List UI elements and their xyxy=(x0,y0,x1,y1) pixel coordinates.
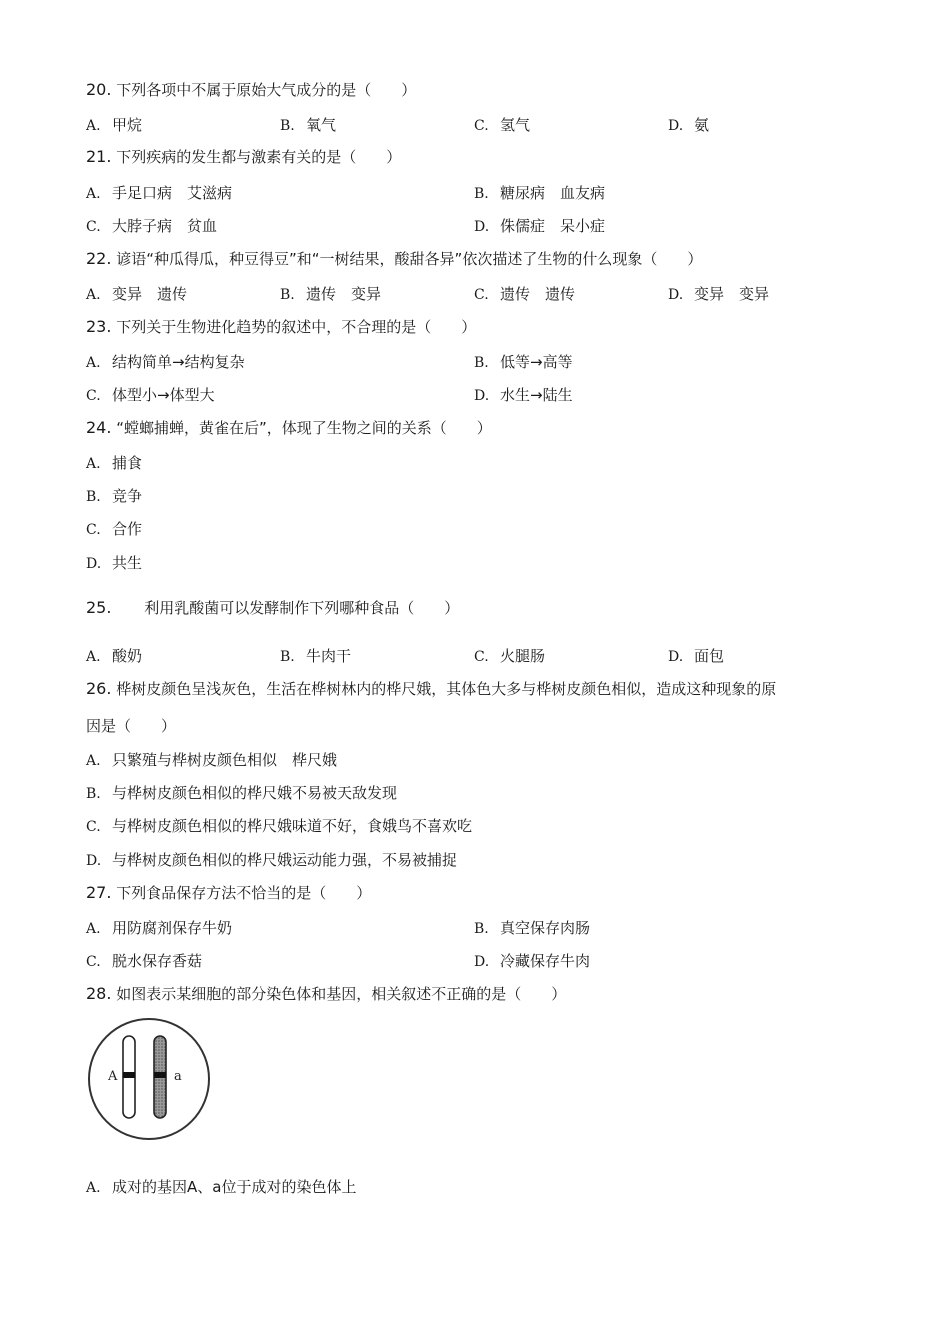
option-key: B. xyxy=(86,786,101,802)
option-key: A. xyxy=(86,186,101,202)
option-text: 成对的基因A、a位于成对的染色体上 xyxy=(112,1178,357,1196)
option-a xyxy=(86,918,232,939)
option-c xyxy=(474,284,575,305)
question-text: 下列食品保存方法不恰当的是（ ） xyxy=(116,884,372,902)
option-c xyxy=(474,115,530,136)
option-b xyxy=(86,783,397,804)
option-key: B. xyxy=(474,355,489,371)
option-key: B. xyxy=(280,287,295,303)
option-text: 氢气 xyxy=(500,116,531,134)
option-key: D. xyxy=(668,118,684,134)
option-text: 体型小→体型大 xyxy=(112,386,215,404)
option-text: 只繁殖与桦树皮颜色相似 桦尺娥 xyxy=(112,751,338,769)
option-key: C. xyxy=(86,388,101,404)
question-text: 利用乳酸菌可以发酵制作下列哪种食品（ ） xyxy=(144,599,460,617)
option-key: A. xyxy=(86,649,101,665)
option-key: D. xyxy=(668,649,684,665)
option-key: C. xyxy=(474,649,489,665)
question-text: 下列各项中不属于原始大气成分的是（ ） xyxy=(116,81,417,99)
option-text: 甲烷 xyxy=(112,116,143,134)
option-c xyxy=(86,816,472,837)
option-key: C. xyxy=(86,954,101,970)
option-key: C. xyxy=(474,287,489,303)
option-d xyxy=(668,284,769,305)
option-text: 糖尿病 血友病 xyxy=(500,184,606,202)
option-text: 用防腐剂保存牛奶 xyxy=(112,919,233,937)
option-c xyxy=(474,646,545,667)
question-text: “螳螂捕蝉，黄雀在后”，体现了生物之间的关系（ ） xyxy=(116,419,492,437)
option-text: 低等→高等 xyxy=(500,353,573,371)
option-text: 竞争 xyxy=(112,487,143,505)
question-21-stem xyxy=(86,147,401,167)
option-text: 手足口病 艾滋病 xyxy=(112,184,233,202)
option-key: A. xyxy=(86,753,101,769)
option-key: A. xyxy=(86,287,101,303)
option-d xyxy=(668,646,724,667)
question-number: 26. xyxy=(86,679,112,698)
option-text: 遗传 遗传 xyxy=(500,285,576,303)
cell-diagram xyxy=(86,1016,212,1142)
question-text: 桦树皮颜色呈浅灰色，生活在桦树林内的桦尺娥，其体色大多与桦树皮颜色相似，造成这种现象的原 xyxy=(116,680,777,698)
option-text: 酸奶 xyxy=(112,647,143,665)
option-key: A. xyxy=(86,1180,101,1196)
option-text: 变异 变异 xyxy=(694,285,770,303)
option-key: A. xyxy=(86,355,101,371)
question-number: 25. xyxy=(86,598,112,617)
option-text: 侏儒症 呆小症 xyxy=(500,217,606,235)
option-key: A. xyxy=(86,921,101,937)
question-number: 22. xyxy=(86,249,112,268)
question-number: 20. xyxy=(86,80,112,99)
option-key: C. xyxy=(86,219,101,235)
option-a xyxy=(86,646,142,667)
option-b xyxy=(474,918,590,939)
option-key: D. xyxy=(474,954,490,970)
option-key: A. xyxy=(86,118,101,134)
option-key: C. xyxy=(86,522,101,538)
option-text: 结构简单→结构复杂 xyxy=(112,353,245,371)
option-d xyxy=(86,553,142,574)
option-c xyxy=(86,385,215,406)
option-c xyxy=(86,216,217,237)
question-text: 如图表示某细胞的部分染色体和基因，相关叙述不正确的是（ ） xyxy=(116,985,567,1003)
question-28-stem xyxy=(86,984,566,1004)
option-d xyxy=(474,385,573,406)
option-key: B. xyxy=(280,649,295,665)
option-key: B. xyxy=(474,186,489,202)
question-26-stem xyxy=(86,679,776,699)
gene-label-a: a xyxy=(174,1069,182,1084)
option-a xyxy=(86,284,187,305)
question-23-stem xyxy=(86,317,476,337)
option-b xyxy=(474,183,605,204)
option-d xyxy=(668,115,709,136)
gene-band-left xyxy=(123,1072,135,1078)
option-key: D. xyxy=(474,219,490,235)
question-24-stem xyxy=(86,418,492,438)
option-d xyxy=(86,850,457,871)
question-number: 23. xyxy=(86,317,112,336)
option-text: 遗传 变异 xyxy=(306,285,382,303)
option-d xyxy=(474,951,590,972)
option-a xyxy=(86,352,245,373)
option-text: 变异 遗传 xyxy=(112,285,188,303)
gene-label-A: A xyxy=(108,1069,118,1084)
option-text: 真空保存肉肠 xyxy=(500,919,591,937)
gene-band-right xyxy=(154,1072,166,1078)
option-text: 氧气 xyxy=(306,116,337,134)
option-text: 合作 xyxy=(112,520,143,538)
option-a xyxy=(86,750,337,771)
option-key: B. xyxy=(86,489,101,505)
option-key: B. xyxy=(474,921,489,937)
option-key: C. xyxy=(86,819,101,835)
cell-outline xyxy=(89,1019,209,1139)
option-text: 与桦树皮颜色相似的桦尺娥不易被天敌发现 xyxy=(112,784,398,802)
question-27-stem xyxy=(86,883,371,903)
option-a xyxy=(86,453,142,474)
question-text: 下列关于生物进化趋势的叙述中，不合理的是（ ） xyxy=(116,318,477,336)
option-key: C. xyxy=(474,118,489,134)
option-b xyxy=(474,352,573,373)
option-text: 与桦树皮颜色相似的桦尺娥运动能力强，不易被捕捉 xyxy=(112,851,458,869)
option-text: 面包 xyxy=(694,647,725,665)
option-a xyxy=(86,115,142,136)
option-b xyxy=(280,646,351,667)
option-text: 水生→陆生 xyxy=(500,386,573,404)
option-key: D. xyxy=(668,287,684,303)
question-number: 28. xyxy=(86,984,112,1003)
option-text: 氨 xyxy=(694,116,710,134)
option-text: 火腿肠 xyxy=(500,647,546,665)
option-a xyxy=(86,1177,356,1198)
option-text: 捕食 xyxy=(112,454,143,472)
chromosome-figure xyxy=(86,1016,212,1142)
option-b xyxy=(280,284,381,305)
question-20-stem xyxy=(86,80,416,100)
option-c xyxy=(86,951,202,972)
option-text: 与桦树皮颜色相似的桦尺娥味道不好，食娥鸟不喜欢吃 xyxy=(112,817,473,835)
question-text: 谚语“种瓜得瓜，种豆得豆”和“一树结果，酸甜各异”依次描述了生物的什么现象（ ） xyxy=(116,250,703,268)
option-text: 脱水保存香菇 xyxy=(112,952,203,970)
question-text: 因是（ ） xyxy=(86,717,177,735)
option-key: D. xyxy=(86,556,102,572)
question-number: 21. xyxy=(86,147,112,166)
option-c xyxy=(86,519,142,540)
question-number: 24. xyxy=(86,418,112,437)
option-text: 牛肉干 xyxy=(306,647,352,665)
option-text: 大脖子病 贫血 xyxy=(112,217,218,235)
option-text: 共生 xyxy=(112,554,143,572)
question-25-stem xyxy=(86,598,459,618)
question-text: 下列疾病的发生都与激素有关的是（ ） xyxy=(116,148,402,166)
option-d xyxy=(474,216,605,237)
question-22-stem xyxy=(86,249,702,269)
option-a xyxy=(86,183,232,204)
option-key: D. xyxy=(474,388,490,404)
question-26-stem-continued xyxy=(86,716,176,736)
option-b xyxy=(86,486,142,507)
question-number: 27. xyxy=(86,883,112,902)
option-key: A. xyxy=(86,456,101,472)
option-key: B. xyxy=(280,118,295,134)
option-b xyxy=(280,115,336,136)
option-text: 冷藏保存牛肉 xyxy=(500,952,591,970)
option-key: D. xyxy=(86,853,102,869)
